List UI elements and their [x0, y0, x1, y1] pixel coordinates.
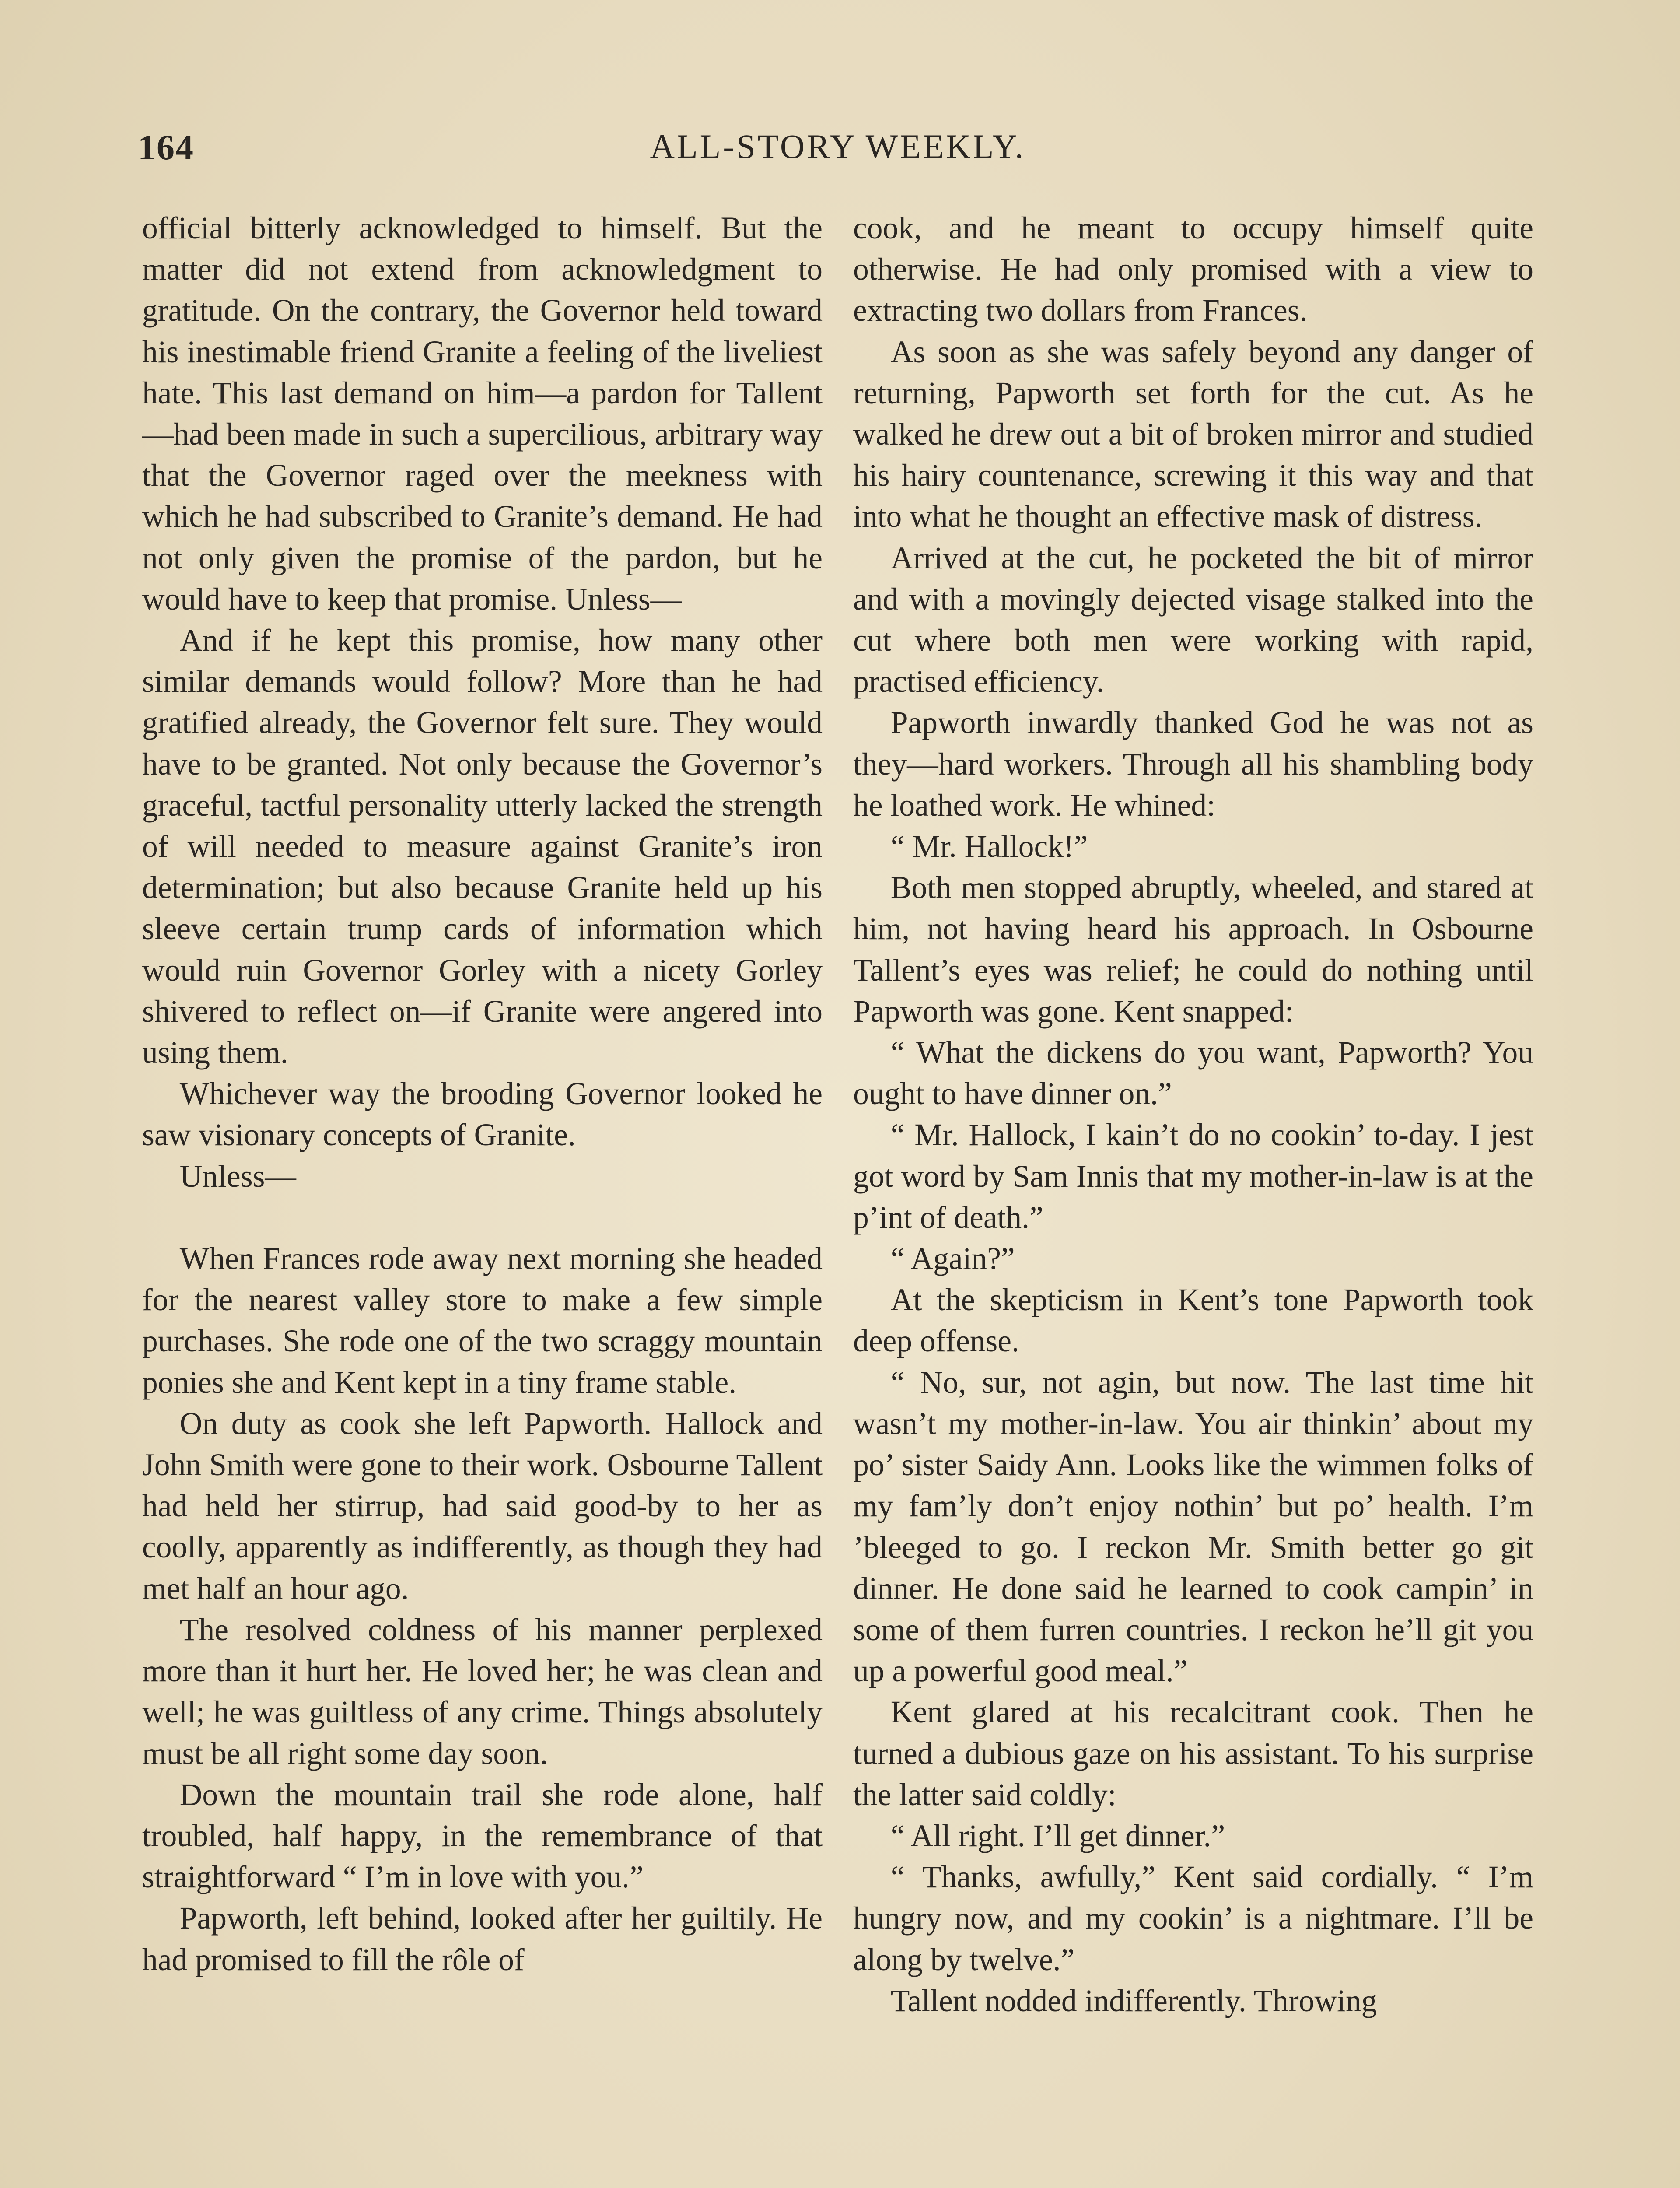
- paragraph: Unless—: [179, 1159, 296, 1194]
- paragraph: On duty as cook she left Papworth. Hallock and John Smith were gone to their work. Osbourne Tallent had held her stirrup, had said good-by to her as coolly, apparently as indifferently, as though they had met half an hour ago.: [142, 1406, 822, 1606]
- section-break: [142, 1197, 822, 1238]
- paragraph: Papworth, left behind, looked after her guiltily. He had promised to fill the rôle of: [142, 1901, 822, 1977]
- paragraph: Tallent nodded indifferently. Throwing: [890, 1983, 1377, 2018]
- left-column: [142, 208, 822, 1981]
- page-header: [138, 127, 1538, 175]
- paragraph: At the skepticism in Kent’s tone Papworth took deep offense.: [853, 1283, 1533, 1359]
- paragraph: When Frances rode away next morning she headed for the nearest valley store to make a few simple purchases. She rode one of the two scraggy mountain ponies she and Kent kept in a tiny frame stable.: [142, 1241, 822, 1400]
- running-title: ALL-STORY WEEKLY.: [650, 127, 1026, 165]
- paragraph: official bitterly acknowledged to himself. But the matter did not extend from acknowledgment to gratitude. On the contrary, the Governor held toward his inestimable friend Granite a feeling of the liveliest hate. This last demand on him—a pardon for Tallent—had been made in such a supercilious, arbitrary way that the Governor raged over the meekness with which he had subscribed to Granite’s demand. He had not only given the promise of the pardon, but he would have to keep that promise. Unless—: [142, 211, 822, 617]
- paragraph: Kent glared at his recalcitrant cook. Then he turned a dubious gaze on his assistant. To his surprise the latter said coldly:: [853, 1695, 1533, 1812]
- paragraph: Both men stopped abruptly, wheeled, and stared at him, not having heard his approach. In Osbourne Tallent’s eyes was relief; he could do nothing until Papworth was gone. Kent snapped:: [853, 870, 1533, 1029]
- paragraph: And if he kept this promise, how many other similar demands would follow? More than he had gratified already, the Governor felt sure. They would have to be granted. Not only because the Governor’s graceful, tactful personality utterly lacked the strength of will needed to measure against Granite’s iron determination; but also because Granite held up his sleeve certain trump cards of information which would ruin Governor Gorley with a nicety Gorley shivered to reflect on—if Granite were angered into using them.: [142, 623, 822, 1070]
- paragraph: The resolved coldness of his manner perplexed more than it hurt her. He loved her; he was clean and well; he was guiltless of any crime. Things absolutely must be all right some day soon.: [142, 1612, 822, 1771]
- paragraph: Arrived at the cut, he pocketed the bit of mirror and with a movingly dejected visage stalked into the cut where both men were working with rapid, practised efficiency.: [853, 540, 1533, 699]
- paragraph: “ Mr. Hallock, I kain’t do no cookin’ to-day. I jest got word by Sam Innis that my mother-in-law is at the p’int of death.”: [853, 1118, 1533, 1235]
- paragraph: “ All right. I’ll get dinner.”: [890, 1818, 1225, 1853]
- paragraph: Down the mountain trail she rode alone, half troubled, half happy, in the remembrance of that straightforward “ I’m in love with you.”: [142, 1777, 822, 1895]
- paragraph: “ Mr. Hallock!”: [890, 829, 1088, 864]
- paragraph: cook, and he meant to occupy himself quite otherwise. He had only promised with a view to extracting two dollars from Frances.: [853, 211, 1533, 328]
- paragraph: “ Thanks, awfully,” Kent said cordially. “ I’m hungry now, and my cookin’ is a nightmare. I’ll be along by twelve.”: [853, 1860, 1533, 1977]
- page-number: 164: [138, 127, 194, 167]
- paragraph: “ Again?”: [890, 1241, 1015, 1276]
- paragraph: As soon as she was safely beyond any danger of returning, Papworth set forth for the cut. As he walked he drew out a bit of broken mirror and studied his hairy countenance, screwing it this way and that into what he thought an effective mask of distress.: [853, 334, 1533, 534]
- paragraph: Whichever way the brooding Governor looked he saw visionary concepts of Granite.: [142, 1076, 822, 1153]
- paragraph: Papworth inwardly thanked God he was not as they—hard workers. Through all his shambling body he loathed work. He whined:: [853, 705, 1533, 823]
- paragraph: “ What the dickens do you want, Papworth? You ought to have dinner on.”: [853, 1035, 1533, 1112]
- right-column: [853, 208, 1533, 2022]
- paragraph: “ No, sur, not agin, but now. The last time hit wasn’t my mother-in-law. You air thinkin’ about my po’ sister Saidy Ann. Looks like the wimmen folks of my fam’ly don’t enjoy nothin’ but po’ health. I’m ’bleeged to go. I reckon Mr. Smith better go git dinner. He done said he learned to cook campin’ in some of them furren countries. I reckon he’ll git you up a powerful good meal.”: [853, 1365, 1533, 1689]
